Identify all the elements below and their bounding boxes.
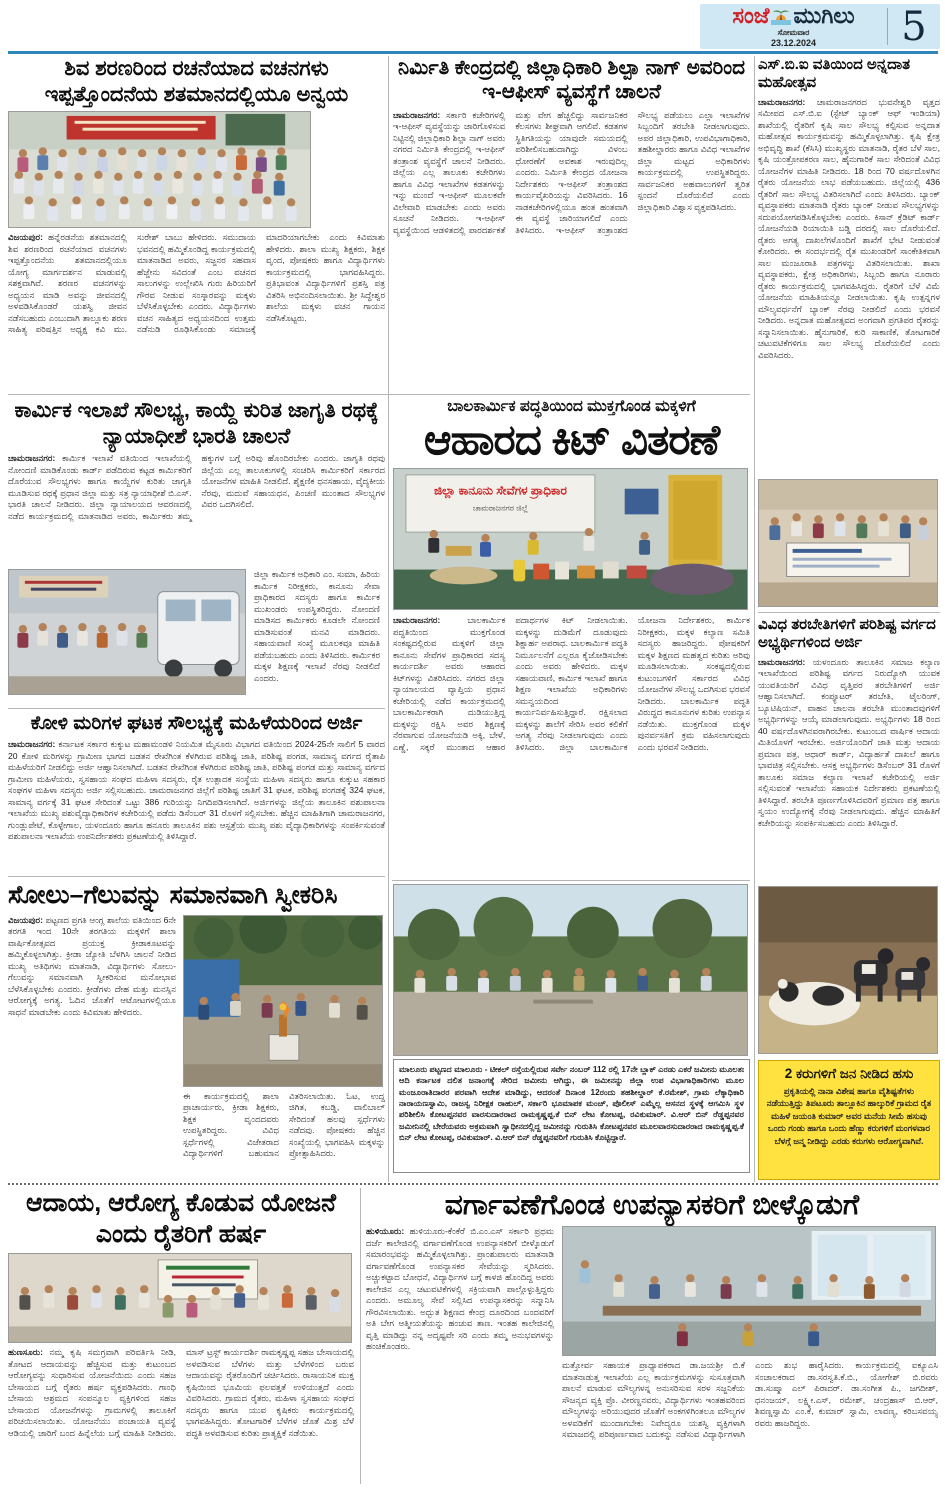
photo-farmers-group [8, 1253, 352, 1343]
page-number: 5 [901, 3, 927, 50]
article-vargavane-headline: ವರ್ಗಾವಣೆಗೊಂಡ ಉಪನ್ಯಾಸಕರಿಗೆ ಬೀಳ್ಕೊಡುಗೆ [444, 1189, 860, 1220]
article-solu [8, 880, 385, 1180]
article-solu-headline: ಸೋಲು–ಗೆಲುವನ್ನು ಸಮಾನವಾಗಿ ಸ್ವೀಕರಿಸಿ [8, 881, 338, 909]
article-koli [8, 712, 385, 874]
masthead-day: ಸೋಮವಾರ [777, 28, 810, 37]
article-sbi-headline: ಎಸ್.ಬಿ.ಐ ವತಿಯಿಂದ ಅನ್ನದಾತ ಮಹೋತ್ಸವ [758, 56, 911, 92]
article-vargavane-body: ಹುಳಿಯೂರು: ಹುಳಿಯೂರು-ಕೆಂಕೆರೆ ಬಿ.ಎಂ.ಎಸ್ ಸರ್ಕಾರಿ ಪ್ರಥಮ ದರ್ಜೆ ಕಾಲೇಜಿನಲ್ಲಿ ವರ್ಗಾವಣೆಗೊಂಡ ಉಪನ್ಯಾಸಕರಿಗೆ ಬೀಳ್ಕೊಡುಗೆ ಸಮಾರಂಭವನ್ನು ಹಮ್ಮಿಕೊಳ್ಳಲಾಗಿತ್ತು. ಪ್ರಾಂಶುಪಾಲರು ಮಾತನಾಡಿ ವರ್ಗಾವಣೆಗೊಂಡ ಉಪನ್ಯಾಸಕರ ಸೇವೆಯನ್ನು ಸ್ಮರಿಸಿದರು. ಅಚ್ಚುಕಟ್ಟಾದ ಬೋಧನೆ, ವಿದ್ಯಾರ್ಥಿಗಳ ಬಗ್ಗೆ ಕಾಳಜಿ ಹೊಂದಿದ್ದ ಅವರು ಕಾಲೇಜಿನ ಎಲ್ಲ ಚಟುವಟಿಕೆಗಳಲ್ಲಿ ಸಕ್ರಿಯವಾಗಿ ಪಾಲ್ಗೊಳ್ಳುತ್ತಿದ್ದರು ಎಂದರು. ಅಮೂಲ್ಯ ಸೇವೆ ಸಲ್ಲಿಸಿದ ಉಪನ್ಯಾಸಕರನ್ನು ಸನ್ಮಾನಿಸಿ ಗೌರವಿಸಲಾಯಿತು. ಅದ್ಭುತ ಶಿಕ್ಷಣದ ಕೇಂದ್ರ ದೂರದಿಂದ ಬಂದವರಿಗೆ ಅತಿ ಬೇಗ ಆತ್ಮೀಯತೆಯನ್ನು ಹಂಚುವ ತಾಣ. ಇಂತಹ ಕಾಲೇಜಿನಲ್ಲಿ ವೃತ್ತಿ ಮಾಡಿದ್ದು ನನ್ನ ಅದೃಷ್ಟವೇ ಸರಿ ಎಂದು ತಮ್ಮ ಅನುಭವಗಳನ್ನು ಹಂಚಿಕೊಂಡರು. [366, 1226, 554, 1352]
row-divider [392, 880, 750, 881]
masthead [700, 4, 940, 49]
article-vachana [8, 56, 385, 392]
column-divider [388, 56, 389, 1182]
photo-school-children-group [8, 111, 311, 228]
photo-sports-torch-lighting [183, 915, 383, 1087]
article-vargavane [366, 1188, 938, 1486]
malur-caption: ಮಾಲೂರು ಪಟ್ಟಣದ ಮಾಲೂರು - ಟೀಕಲ್ ರಸ್ತೆಯಲ್ಲಿರುವ ಸರ್ವೇ ನಂಬರ್ 112 ರಲ್ಲಿ 17ನೇ ಬ್ಲಾಕ್ ಎರಡು ಎಕರೆ ಜಮೀನು ಮೂಲತಃ ಆದಿ ಕರ್ನಾಟಕ ದಲಿತ ಜನಾಂಗಕ್ಕೆ ಸೇರಿದ ಜಮೀನು ಆಗಿದ್ದು, ಈ ಜಮೀನನ್ನು ಜಿಲ್ಲಾ ಉಪ ವಿಭಾಗಾಧಿಕಾರಿಗಳು ಮೂಲ ಮಂಜೂರಾತಿದಾರರ ಪರವಾಗಿ ಆದೇಶ ಮಾಡಿದ್ದು, ಆದರಂತೆ ದಿನಾಂಕ 12ರಂದು ತಹಶೀಲ್ದಾರ್ ಕೆ.ರಮೇಶ್, ಗ್ರಾಮ ಲೆಕ್ಕಾಧಿಕಾರಿ ನಾರಾಯಣಸ್ವಾಮಿ, ರಾಜಸ್ವ ನಿರೀಕ್ಷಕ ರಾಹುಲ್, ಸರ್ಕಾರಿ ಭೂಮಾಪಕ ಮಂಚ್, ಪೊಲೀಸ್ ಎಮ್ಮೆಲ್ಲ ಆಸನದ ಸ್ಥಳಕ್ಕೆ ಆಗಮಿಸಿ ಸ್ಥಳ ಪರಿಶೀಲಿಸಿ ಕೋಟಪ್ಪನವರ ವಾರಸುದಾರರಾದ ರಾಮಕೃಷ್ಣಪ್ಪ.ಕೆ ಬಿನ್ ಲೇಟ ಕೋಟಪ್ಪ, ರವಿಕುಮಾರ್. ವಿ.ಆರ್ ಬಿನ್ ರೆಡ್ಡಪ್ಪನವರ ಜಮೀನಿನಲ್ಲಿ ಬೇರೆಯವರು ಅಕ್ರಮವಾಗಿ ಸ್ವಾಧೀನದಲ್ಲಿದ್ದ ಜಮೀನನ್ನು ಗುರುತಿಸಿ ಕೋಟಪ್ಪನವರ ಮೂಲವಾರಸುದಾರರಾದ ರಾಮಕೃಷ್ಣಪ್ಪ.ಕೆ ಬಿನ್ ಲೇಟ ಕೋಟಪ್ಪ, ರವಿಕುಮಾರ್. ವಿ.ಆರ್ ಬಿನ್ ರೆಡ್ಡಪ್ಪನವರಿಗೆ ಗುರುತಿಸಿ ಕೊಟ್ಟಿದ್ದಾರೆ. [399, 1065, 744, 1142]
article-eoffice-body: ಚಾಮರಾಜನಗರ: ಸರ್ಕಾರಿ ಕಚೇರಿಗಳಲ್ಲಿ ಇ-ಆಫೀಸ್ ವ್ಯವಸ್ಥೆಯನ್ನು ಜಾರಿಗೊಳಿಸುವ ನಿಟ್ಟಿನಲ್ಲಿ ಜಿಲ್ಲಾಧಿಕಾರಿ ಶಿಲ್ಪಾ ನಾಗ್ ಅವರು ನಗರದ ನಿರ್ಮಿತಿ ಕೇಂದ್ರದಲ್ಲಿ ಇ-ಆಫೀಸ್ ತಂತ್ರಾಂಶ ವ್ಯವಸ್ಥೆಗೆ ಚಾಲನೆ ನೀಡಿದರು. ಜಿಲ್ಲೆಯ ಎಲ್ಲ ತಾಲೂಕು ಕಚೇರಿಗಳು ಹಾಗೂ ವಿವಿಧ ಇಲಾಖೆಗಳ ಕಡತಗಳನ್ನು ಇನ್ನು ಮುಂದೆ ಇ-ಆಫೀಸ್ ಮೂಲಕವೇ ವಿಲೇವಾರಿ ಮಾಡಬೇಕು ಎಂದು ಅವರು ಸೂಚನೆ ನೀಡಿದರು. ಇ-ಆಫೀಸ್ ವ್ಯವಸ್ಥೆಯಿಂದ ಆಡಳಿತದಲ್ಲಿ ಪಾರದರ್ಶಕತೆ ಮತ್ತು ವೇಗ ಹೆಚ್ಚಲಿದ್ದು ಸಾರ್ವಜನಿಕರ ಕೆಲಸಗಳು ಶೀಘ್ರವಾಗಿ ಆಗಲಿವೆ. ಕಡತಗಳ ಸ್ಥಿತಿಗತಿಯನ್ನು ಯಾವುದೇ ಸಮಯದಲ್ಲಿ ಪರಿಶೀಲಿಸಬಹುದಾಗಿದ್ದು ವಿಳಂಬ ಧೋರಣೆಗೆ ಅವಕಾಶ ಇರುವುದಿಲ್ಲ ಎಂದರು. ನಿರ್ಮಿತಿ ಕೇಂದ್ರದ ಯೋಜನಾ ನಿರ್ದೇಶಕರು ಇ-ಆಫೀಸ್ ತಂತ್ರಾಂಶದ ಕಾರ್ಯವೈಖರಿಯನ್ನು ವಿವರಿಸಿದರು. 16 ನಾಡಕಚೇರಿಗಳಲ್ಲಿಯೂ ಹಂತ ಹಂತವಾಗಿ ಈ ವ್ಯವಸ್ಥೆ ಜಾರಿಯಾಗಲಿದೆ ಎಂದು ತಿಳಿಸಿದರು. ಇ-ಆಫೀಸ್ ತಂತ್ರಾಂಶದ ಸೌಲಭ್ಯ ಪಡೆಯಲು ಎಲ್ಲಾ ಇಲಾಖೆಗಳ ಸಿಬ್ಬಂದಿಗೆ ತರಬೇತಿ ನೀಡಲಾಗುವುದು. ಅಪರ ಜಿಲ್ಲಾಧಿಕಾರಿ, ಉಪವಿಭಾಗಾಧಿಕಾರಿ, ತಹಶೀಲ್ದಾರರು ಹಾಗೂ ವಿವಿಧ ಇಲಾಖೆಗಳ ಜಿಲ್ಲಾ ಮಟ್ಟದ ಅಧಿಕಾರಿಗಳು ಕಾರ್ಯಕ್ರಮದಲ್ಲಿ ಉಪಸ್ಥಿತರಿದ್ದರು. ಸಾರ್ವಜನಿಕರ ಅಹವಾಲುಗಳಿಗೆ ತ್ವರಿತ ಸ್ಪಂದನೆ ದೊರೆಯಲಿದೆ ಎಂದು ಜಿಲ್ಲಾಧಿಕಾರಿ ವಿಶ್ವಾಸ ವ್ಯಕ್ತಪಡಿಸಿದರು. [393, 109, 750, 235]
row-divider [8, 876, 385, 877]
photo-awareness-van-flagoff [8, 569, 246, 695]
article-sbi-body: ಚಾಮರಾಜನಗರ: ಚಾಮರಾಜನಗರದ ಭುವನೇಶ್ವರಿ ವೃತ್ತದ ಸಮೀಪದ ಎಸ್.ಬಿ.ಐ (ಸ್ಟೇಟ್ ಬ್ಯಾಂಕ್ ಆಫ್ ಇಂಡಿಯಾ) ಶಾಖೆಯಲ್ಲಿ ರೈತರಿಗೆ ಕೃಷಿ ಸಾಲ ಸೌಲಭ್ಯ ಕಲ್ಪಿಸುವ ಅನ್ನದಾತ ಮಹೋತ್ಸವ ಕಾರ್ಯಕ್ರಮವನ್ನು ಹಮ್ಮಿಕೊಳ್ಳಲಾಗಿತ್ತು. ಕೃಷಿ ಕ್ಷೇತ್ರ ಅಭಿವೃದ್ಧಿ ಶಾಖೆ (ಕೆಸಿಸಿ) ಮುಖ್ಯಸ್ಥರು ಮಾತನಾಡಿ, ರೈತರ ಬೆಳೆ ಸಾಲ, ಕೃಷಿ ಯಂತ್ರೋಪಕರಣ ಸಾಲ, ಹೈನುಗಾರಿಕೆ ಸಾಲ ಸೇರಿದಂತೆ ವಿವಿಧ ಯೋಜನೆಗಳ ಮಾಹಿತಿ ನೀಡಿದರು. 18 ರಿಂದ 70 ವರ್ಷದೊಳಗಿನ ರೈತರು ಯೋಜನೆಯ ಲಾಭ ಪಡೆಯಬಹುದು. ಜಿಲ್ಲೆಯಲ್ಲಿ 436 ರೈತರಿಗೆ ಸಾಲ ಸೌಲಭ್ಯ ವಿತರಿಸಲಾಗಿದೆ ಎಂದು ತಿಳಿಸಿದರು. ಬ್ಯಾಂಕ್ ವ್ಯವಸ್ಥಾಪಕರು ಮಾತನಾಡಿ ರೈತರು ಬ್ಯಾಂಕ್ ನೀಡುವ ಸೌಲಭ್ಯಗಳನ್ನು ಸದುಪಯೋಗಪಡಿಸಿಕೊಳ್ಳಬೇಕು ಎಂದರು. ಕಿಸಾನ್ ಕ್ರೆಡಿಟ್ ಕಾರ್ಡ್ ಯೋಜನೆಯಡಿ ರಿಯಾಯಿತಿ ಬಡ್ಡಿ ದರದಲ್ಲಿ ಸಾಲ ದೊರೆಯಲಿದೆ. ರೈತರು ಅಗತ್ಯ ದಾಖಲೆಗಳೊಂದಿಗೆ ಶಾಖೆಗೆ ಭೇಟಿ ನೀಡುವಂತೆ ಕೋರಿದರು. ಈ ಸಂದರ್ಭದಲ್ಲಿ ರೈತ ಮುಖಂಡರಿಗೆ ಸಾಂಕೇತಿಕವಾಗಿ ಸಾಲ ಮಂಜೂರಾತಿ ಪತ್ರಗಳನ್ನು ವಿತರಿಸಲಾಯಿತು. ಶಾಖಾ ವ್ಯವಸ್ಥಾಪಕರು, ಕ್ಷೇತ್ರ ಅಧಿಕಾರಿಗಳು, ಸಿಬ್ಬಂದಿ ಹಾಗೂ ನೂರಾರು ರೈತರು ಕಾರ್ಯಕ್ರಮದಲ್ಲಿ ಭಾಗವಹಿಸಿದ್ದರು. ರೈತರಿಗೆ ಬೆಳೆ ವಿಮೆ ಯೋಜನೆಯ ಮಾಹಿತಿಯನ್ನೂ ನೀಡಲಾಯಿತು. ಕೃಷಿ ಉತ್ಪನ್ನಗಳ ಮೌಲ್ಯವರ್ಧನೆಗೆ ಬ್ಯಾಂಕ್ ನೆರವು ನೀಡಲಿದೆ ಎಂದು ಭರವಸೆ ನೀಡಿದರು. ಅನ್ನದಾತ ಮಹೋತ್ಸವದ ಅಂಗವಾಗಿ ಪ್ರಗತಿಪರ ರೈತರನ್ನು ಸನ್ಮಾನಿಸಲಾಯಿತು. ಹೈನುಗಾರಿಕೆ, ಕುರಿ ಸಾಕಾಣಿಕೆ, ತೋಟಗಾರಿಕೆ ಚಟುವಟಿಕೆಗಳಿಗೂ ಸಾಲ ಸೌಲಭ್ಯ ದೊರೆಯಲಿದೆ ಎಂದು ವಿವರಿಸಿದರು. [758, 96, 940, 360]
article-koli-body: ಚಾಮರಾಜನಗರ: ಕರ್ನಾಟಕ ಸರ್ಕಾರ ಕುಕ್ಕುಟ ಮಹಾಮಂಡಳಿ ನಿಯಮಿತ ಮೈಸೂರು ವಿಭಾಗದ ವತಿಯಿಂದ 2024-25ನೇ ಸಾಲಿಗೆ 5 ವಾರದ 20 ಕೋಳಿ ಮರಿಗಳನ್ನು ಗ್ರಾಮೀಣ ಭಾಗದ ಬಡತನ ರೇಖೆಗಿಂತ ಕೆಳಗಿರುವ ಪರಿಶಿಷ್ಟ ಜಾತಿ, ಪರಿಶಿಷ್ಟ ಪಂಗಡ, ಸಾಮಾನ್ಯ ವರ್ಗದ ರೈತಾಪಿ ಮಹಿಳೆಯರಿಗೆ ನೀಡಲಿದ್ದು ಅರ್ಜಿ ಆಹ್ವಾನಿಸಲಾಗಿದೆ. ಬಡತನ ರೇಖೆಗಿಂತ ಕೆಳಗಿರುವ ಪರಿಶಿಷ್ಟ ಜಾತಿ, ಪರಿಶಿಷ್ಟ ಪಂಗಡ ಮತ್ತು ಸಾಮಾನ್ಯ ವರ್ಗದ ಗ್ರಾಮೀಣ ಮಹಿಳೆಯರು, ಸ್ವಸಹಾಯ ಸಂಘದ ಮಹಿಳಾ ಸದಸ್ಯರು, ರೈತ ಉತ್ಪಾದಕ ಸಂಸ್ಥೆಯ ಮಹಿಳಾ ಸದಸ್ಯರು ಹಾಗೂ ಕುಕ್ಕುಟ ಸಹಕಾರ ಸಂಘಗಳ ಮಹಿಳಾ ಸದಸ್ಯರು ಅರ್ಜಿ ಸಲ್ಲಿಸಬಹುದು. ಚಾಮರಾಜನಗರ ಜಿಲ್ಲೆಗೆ ಪರಿಶಿಷ್ಟ ಜಾತಿಗೆ 31 ಘಟಕ, ಪರಿಶಿಷ್ಟ ಪಂಗಡಕ್ಕೆ 324 ಘಟಕ, ಸಾಮಾನ್ಯ ವರ್ಗಕ್ಕೆ 31 ಘಟಕ ಸೇರಿದಂತೆ ಒಟ್ಟು 386 ಗುರಿಯನ್ನು ನಿಗದಿಪಡಿಸಲಾಗಿದೆ. ಅರ್ಜಿಗಳನ್ನು ಜಿಲ್ಲೆಯ ತಾಲೂಕಿನ ಪಶುಪಾಲನಾ ಇಲಾಖೆಯ ಮುಖ್ಯ ಪಶುವೈದ್ಯಾಧಿಕಾರಿಗಳ ಕಚೇರಿಯಲ್ಲಿ ಪಡೆದು ಡಿಸೆಂಬರ್ 31 ರೊಳಗೆ ಸಲ್ಲಿಸಬೇಕು. ಹೆಚ್ಚಿನ ಮಾಹಿತಿಗಾಗಿ ಚಾಮರಾಜನಗರ, ಗುಂಡ್ಲುಪೇಟೆ, ಕೊಳ್ಳೇಗಾಲ, ಯಳಂದೂರು ಹಾಗೂ ಹನೂರು ತಾಲೂಕಿನ ಪಶು ಆಸ್ಪತ್ರೆಯ ಮುಖ್ಯ ಪಶು ವೈದ್ಯಾಧಿಕಾರಿಗಳನ್ನು ಸಂಪರ್ಕಿಸುವಂತೆ ಪಶುಪಾಲನಾ ಇಲಾಖೆಯ ಉಪನಿರ್ದೇಶಕರು ಪ್ರಕಟಣೆಯಲ್ಲಿ ತಿಳಿಸಿದ್ದಾರೆ. [8, 739, 385, 842]
calves-highlight-box [758, 1060, 940, 1180]
photo-college-farewell [562, 1226, 936, 1356]
article-trainings-headline: ವಿವಿಧ ತರಬೇತಿಗಳಿಗೆ ಪರಿಶಿಷ್ಟ ವರ್ಗದ ಅಭ್ಯರ್ಥಿಗಳಿಂದ ಅರ್ಜಿ [758, 616, 936, 652]
article-sbi [758, 56, 940, 612]
article-trainings-body: ಚಾಮರಾಜನಗರ: ಯಳಂದೂರು ತಾಲೂಕಿನ ಸಮಾಜ ಕಲ್ಯಾಣ ಇಲಾಖೆಯಿಂದ ಪರಿಶಿಷ್ಟ ವರ್ಗದ ನಿರುದ್ಯೋಗಿ ಯುವಕ ಯುವತಿಯರಿಗೆ ವಿವಿಧ ವೃತ್ತಿಪರ ತರಬೇತಿಗಳಿಗೆ ಅರ್ಜಿ ಆಹ್ವಾನಿಸಲಾಗಿದೆ. ಕಂಪ್ಯೂಟರ್ ತರಬೇತಿ, ಟೈಲರಿಂಗ್, ಬ್ಯೂಟಿಷಿಯನ್, ವಾಹನ ಚಾಲನಾ ತರಬೇತಿ ಮುಂತಾದವುಗಳಿಗೆ ಅಭ್ಯರ್ಥಿಗಳನ್ನು ಆಯ್ಕೆ ಮಾಡಲಾಗುವುದು. ಅಭ್ಯರ್ಥಿಗಳು 18 ರಿಂದ 40 ವರ್ಷದೊಳಗಿನವರಾಗಿರಬೇಕು. ಕುಟುಂಬದ ವಾರ್ಷಿಕ ಆದಾಯ ಮಿತಿಯೊಳಗೆ ಇರಬೇಕು. ಅರ್ಜಿಯೊಂದಿಗೆ ಜಾತಿ ಮತ್ತು ಆದಾಯ ಪ್ರಮಾಣ ಪತ್ರ, ಆಧಾರ್ ಕಾರ್ಡ್, ವಿದ್ಯಾರ್ಹತೆ ದಾಖಲೆ ಹಾಗೂ ಭಾವಚಿತ್ರ ಸಲ್ಲಿಸಬೇಕು. ಆಸಕ್ತ ಅಭ್ಯರ್ಥಿಗಳು ಡಿಸೆಂಬರ್ 31 ರೊಳಗೆ ತಾಲೂಕು ಸಮಾಜ ಕಲ್ಯಾಣ ಇಲಾಖೆ ಕಚೇರಿಯಲ್ಲಿ ಅರ್ಜಿ ಸಲ್ಲಿಸುವಂತೆ ಇಲಾಖೆಯ ಸಹಾಯಕ ನಿರ್ದೇಶಕರು ಪ್ರಕಟಣೆಯಲ್ಲಿ ತಿಳಿಸಿದ್ದಾರೆ. ತರಬೇತಿ ಪೂರ್ಣಗೊಳಿಸಿದವರಿಗೆ ಪ್ರಮಾಣ ಪತ್ರ ಹಾಗೂ ಸ್ವಯಂ ಉದ್ಯೋಗಕ್ಕೆ ನೆರವು ನೀಡಲಾಗುವುದು. ಹೆಚ್ಚಿನ ಮಾಹಿತಿಗೆ ಕಚೇರಿಯನ್ನು ಸಂಪರ್ಕಿಸಬಹುದು ಎಂದು ತಿಳಿಸಿದ್ದಾರೆ. [758, 656, 940, 828]
article-trainings [758, 616, 940, 882]
column-divider [360, 1188, 361, 1484]
article-ratha-headline: ಕಾರ್ಮಿಕ ಇಲಾಖೆ ಸೌಲಭ್ಯ, ಕಾಯ್ದೆ ಕುರಿತ ಜಾಗೃತಿ ರಥಕ್ಕೆ ನ್ಯಾಯಾಧೀಶೆ ಭಾರತಿ ಚಾಲನೆ [14, 399, 379, 448]
article-adaya-body: ಹುಣಸೂರು: ನಮ್ಮ ಕೃಷಿ ಸಮಗ್ರವಾಗಿ ಪರಿವರ್ತಿಸಿ ನೀಡಿ, ತೋಟದ ಆದಾಯವನ್ನು ಹೆಚ್ಚಿಸುವ ಮತ್ತು ಕುಟುಂಬದ ಆರೋಗ್ಯವನ್ನು ಸುಧಾರಿಸುವ ಯೋಜನೆಯಿದು ಎಂದು ಸಹಜ ಬೇಸಾಯದ ಬಗ್ಗೆ ರೈತರು ಹರ್ಷ ವ್ಯಕ್ತಪಡಿಸಿದರು. ಗಾಂಧಿ ಬೇಸಾಯ ಆಶ್ರಮದ ಸಂಪನ್ಮೂಲ ವ್ಯಕ್ತಿಗಳಿಂದ ಸಹಜ ಬೇಸಾಯದ ಯೋಜನೆಗಳನ್ನು ಗ್ರಾಮಗಳಲ್ಲಿ ತಾಲೂಕಿಗೆ ಪರಿಚಯಿಸಲಾಯಿತು. ಯೋಜನೆಯು ಪಂಚಾಯತಿ ವ್ಯವಸ್ಥೆ ಆಡಿಯಲ್ಲಿ ಜಾರಿಗೆ ಬಂದ ಹಿನ್ನೆಲೆಯ ಬಗ್ಗೆ ಮಾಹಿತಿ ನೀಡಿದರು. ಮಾಸ್ ಟ್ರಸ್ಟ್ ಕಾರ್ಯದರ್ಶಿ ರಾಮಕೃಷ್ಣಪ್ಪ ಸಹಜ ಬೇಸಾಯದಲ್ಲಿ ಅಳವಡಿಸುವ ಬೆಳೆಗಳು ಮತ್ತು ಬೆಳೆಗಳಿಂದ ಬರುವ ಆದಾಯವನ್ನು ರೈತರೊಂದಿಗೆ ಚರ್ಚಿಸಿದರು. ರಾಸಾಯನಿಕ ಮುಕ್ತ ಕೃಷಿಯಿಂದ ಭೂಮಿಯ ಫಲವತ್ತತೆ ಉಳಿಯುತ್ತದೆ ಎಂದು ವಿವರಿಸಿದರು. ಗ್ರಾಮದ ರೈತರು, ಮಹಿಳಾ ಸ್ವಸಹಾಯ ಸಂಘದ ಸದಸ್ಯರು ಹಾಗೂ ಯುವ ಕೃಷಿಕರು ಕಾರ್ಯಕ್ರಮದಲ್ಲಿ ಭಾಗವಹಿಸಿದ್ದರು. ತೋಟಗಾರಿಕೆ ಬೆಳೆಗಳ ಜೊತೆ ಮಿಶ್ರ ಬೆಳೆ ಪದ್ಧತಿ ಅಳವಡಿಸುವ ಕುರಿತು ಪ್ರಾತ್ಯಕ್ಷಿಕೆ ನಡೆಯಿತು. [8, 1347, 354, 1438]
masthead-title-block [700, 4, 887, 49]
article-foodkit-headline: ಆಹಾರದ ಕಿಟ್ ವಿತರಣೆ [423, 416, 720, 463]
photo-cow-and-calves [758, 886, 938, 1054]
article-ratha-body2: ಜಿಲ್ಲಾ ಕಾರ್ಮಿಕ ಅಧಿಕಾರಿ ಎಂ. ಸುಮಾ, ಹಿರಿಯ ಕಾರ್ಮಿಕ ನಿರೀಕ್ಷಕರು, ಕಾನೂನು ಸೇವಾ ಪ್ರಾಧಿಕಾರದ ಸದಸ್ಯರು ಹಾಗೂ ಕಾರ್ಮಿಕ ಮುಖಂಡರು ಉಪಸ್ಥಿತರಿದ್ದರು. ನೋಂದಣಿ ಮಾಡಿಸದ ಕಾರ್ಮಿಕರು ಕೂಡಲೇ ನೋಂದಣಿ ಮಾಡಿಸುವಂತೆ ಮನವಿ ಮಾಡಿದರು. ಸಹಾಯವಾಣಿ ಸಂಖ್ಯೆ ಮೂಲಕವೂ ಮಾಹಿತಿ ಪಡೆಯಬಹುದು ಎಂದು ತಿಳಿಸಿದರು. ಕಾರ್ಮಿಕರ ಮಕ್ಕಳ ಶಿಕ್ಷಣಕ್ಕೆ ಇಲಾಖೆ ನೆರವು ನೀಡಲಿದೆ ಎಂದರು. [254, 569, 380, 683]
calves-title: 2 ಕರುಗಳಿಗೆ ಜನ ನೀಡಿದ ಹಸು [784, 1066, 914, 1081]
header-rule [8, 51, 938, 54]
dotted-separator [8, 1183, 938, 1185]
article-adaya [8, 1188, 354, 1486]
article-foodkit-body: ಚಾಮರಾಜನಗರ: ಬಾಲಕಾರ್ಮಿಕ ಪದ್ಧತಿಯಿಂದ ಮುಕ್ತಗೊಂಡ ಸಂಕಷ್ಟದಲ್ಲಿರುವ ಮಕ್ಕಳಿಗೆ ಜಿಲ್ಲಾ ಕಾನೂನು ಸೇವೆಗಳ ಪ್ರಾಧಿಕಾರದ ಸದಸ್ಯ ಕಾರ್ಯದರ್ಶಿ ಅವರು ಆಹಾರದ ಕಿಟ್‌ಗಳನ್ನು ವಿತರಿಸಿದರು. ನಗರದ ಜಿಲ್ಲಾ ನ್ಯಾಯಾಲಯದ ವ್ಯಾಪ್ತಿಯ ಪ್ರಧಾನ ಕಚೇರಿಯಲ್ಲಿ ನಡೆದ ಕಾರ್ಯಕ್ರಮದಲ್ಲಿ ಬಾಲಕಾರ್ಮಿಕರಾಗಿ ದುಡಿಯುತ್ತಿದ್ದ ಮಕ್ಕಳನ್ನು ರಕ್ಷಿಸಿ ಅವರ ಶಿಕ್ಷಣಕ್ಕೆ ನೆರವಾಗುವ ಯೋಜನೆಯಡಿ ಅಕ್ಕಿ, ಬೇಳೆ, ಎಣ್ಣೆ, ಸಕ್ಕರೆ ಮುಂತಾದ ಆಹಾರ ಪದಾರ್ಥಗಳ ಕಿಟ್ ನೀಡಲಾಯಿತು. ಮಕ್ಕಳನ್ನು ದುಡಿಮೆಗೆ ದೂಡುವುದು ಶಿಕ್ಷಾರ್ಹ ಅಪರಾಧ. ಬಾಲಕಾರ್ಮಿಕ ಪದ್ಧತಿ ನಿರ್ಮೂಲನೆಗೆ ಎಲ್ಲರೂ ಕೈಜೋಡಿಸಬೇಕು ಎಂದು ಅವರು ಹೇಳಿದರು. ಮಕ್ಕಳ ಸಹಾಯವಾಣಿ, ಕಾರ್ಮಿಕ ಇಲಾಖೆ ಹಾಗೂ ಶಿಕ್ಷಣ ಇಲಾಖೆಯ ಅಧಿಕಾರಿಗಳು ಸಮನ್ವಯದಿಂದ ಕಾರ್ಯನಿರ್ವಹಿಸುತ್ತಿದ್ದಾರೆ. ರಕ್ಷಿಸಲಾದ ಮಕ್ಕಳನ್ನು ಶಾಲೆಗೆ ಸೇರಿಸಿ ಅವರ ಕಲಿಕೆಗೆ ಅಗತ್ಯ ನೆರವು ನೀಡಲಾಗುವುದು ಎಂದು ತಿಳಿಸಿದರು. ಜಿಲ್ಲಾ ಬಾಲಕಾರ್ಮಿಕ ಯೋಜನಾ ನಿರ್ದೇಶಕರು, ಕಾರ್ಮಿಕ ನಿರೀಕ್ಷಕರು, ಮಕ್ಕಳ ಕಲ್ಯಾಣ ಸಮಿತಿ ಸದಸ್ಯರು ಹಾಜರಿದ್ದರು. ಪೋಷಕರಿಗೆ ಮಕ್ಕಳ ಶಿಕ್ಷಣದ ಮಹತ್ವದ ಕುರಿತು ಅರಿವು ಮೂಡಿಸಲಾಯಿತು. ಸಂಕಷ್ಟದಲ್ಲಿರುವ ಕುಟುಂಬಗಳಿಗೆ ಸರ್ಕಾರದ ವಿವಿಧ ಯೋಜನೆಗಳ ಸೌಲಭ್ಯ ಒದಗಿಸುವ ಭರವಸೆ ನೀಡಿದರು. ಬಾಲಕಾರ್ಮಿಕ ಪದ್ಧತಿ ವಿರುದ್ಧದ ಕಾನೂನುಗಳ ಕುರಿತು ಉಪನ್ಯಾಸ ನಡೆಯಿತು. ಮುಕ್ತಗೊಂಡ ಮಕ್ಕಳ ಪುನರ್ವಸತಿಗೆ ಕ್ರಮ ವಹಿಸಲಾಗುವುದು ಎಂದು ಭರವಸೆ ನೀಡಿದರು. [393, 615, 750, 752]
article-vachana-headline: ಶಿವ ಶರಣರಿಂದ ರಚನೆಯಾದ ವಚನಗಳು ಇಪ್ಪತ್ತೊಂದನೆಯ ಶತಮಾನದಲ್ಲಿಯೂ ಅನ್ವಯ [44, 57, 349, 106]
masthead-title-dark: ಮುಗಿಲು [793, 3, 855, 28]
article-adaya-headline: ಆದಾಯ, ಆರೋಗ್ಯ ಕೊಡುವ ಯೋಜನೆ ಎಂದು ರೈತರಿಗೆ ಹರ್ಷ [26, 1189, 336, 1248]
banner-subtext: ಚಾಮರಾಜನಗರ ಜಿಲ್ಲೆ [472, 503, 528, 513]
article-vargavane-body2: ಮತ್ತೋರ್ವ ಸಹಾಯಕ ಪ್ರಾಧ್ಯಾಪಕರಾದ ಡಾ.ಜಯಶ್ರೀ ಬಿ.ಕೆ ಮಾತನಾಡುತ್ತ ಇಲಾಖೆಯ ಎಲ್ಲ ಕಾರ್ಯಕ್ರಮಗಳನ್ನು ಸುಸೂತ್ರವಾಗಿ ಪಾಲನೆ ಮಾಡುವ ಮೌಲ್ಯಗಳನ್ನ ಅನುಸರಿಸುವ ಸರಳ ಸಜ್ಜನಿಕೆಯ ಸೌಜನ್ಯದ ವ್ಯಕ್ತಿ ಪ್ರೊ. ವೀರಣ್ಣನವರು, ವಿದ್ಯಾರ್ಥಿಗಳು ಇಂತಹವರಿಂದ ಮೌಲ್ಯಗಳನ್ನು ಅರಿಯುವುದರ ಜೊತೆಗೆ ಅಂಕಗಳಿಗಿಂತಲೂ ಮೌಲ್ಯಗಳ ಅಳವಡಿಕೆಗೆ ಮುಂದಾಗಬೇಕು ನಿವೇದ್ಯರೂ ಯಶಸ್ವಿ ವ್ಯಕ್ತಿಗಳಾಗಿ ಸಮಾಜದಲ್ಲಿ ಪರಿಪೂರ್ಣವಾದ ಬದುಕನ್ನು ನಡೆಸುವ ವಿದ್ಯಾರ್ಥಿಗಳಾಗಿ ಎಂದು ಶುಭ ಹಾರೈಸಿದರು. ಕಾರ್ಯಕ್ರಮದಲ್ಲಿ ಐಕ್ಯೂಎಸಿ ಸಂಚಾಲಕರಾದ ಡಾ.ಸರಸ್ವತಿ.ಕೆ.ಬಿ., ಯೋಗೇಶ್ ಬಿ.ರವರು ಡಾ.ಸುಷ್ಮಾ ಎಲ್ ಪಿರಾದರ್. ಡಾ.ಸಂಗೀತ ಪಿ., ಜಗದೀಶ್, ಧನಂಜಯ್, ಲಕ್ಷ್ಮೀ.ಎಸ್, ರಮೇಶ್, ಚಂದ್ರಹಾಸ್ ಬಿ.ಆರ್, ಶಿವಣ್ಣಸ್ವಾಮಿ ಎಂ.ಕೆ, ಕುಮಾರ್ ಸ್ವಾಮಿ, ಲಾವಣ್ಯ, ಕರಿಬಸವಯ್ಯ ರವರು ಹಾಜರಿದ್ದರು. [562, 1360, 938, 1440]
article-koli-headline: ಕೋಳಿ ಮರಿಗಳ ಘಟಕ ಸೌಲಭ್ಯಕ್ಕೆ ಮಹಿಳೆಯರಿಂದ ಅರ್ಜಿ [30, 713, 363, 734]
article-eoffice [393, 56, 750, 392]
calves-body: ಪ್ರಕೃತಿಯಲ್ಲಿ ನಾನಾ ವಿಶೇಷ ಹಾಗೂ ವೈಶಿಷ್ಟತೆಗಳು ನಡೆಯುತ್ತಿದ್ದು ತಿಪಟೂರು ತಾಲ್ಲೂಕಿನ ಹಾಲ್ಕುರಿಕೆ ಗ್ರಾಮದ ರೈತ ಮಹಿಳೆ ಜಯಂತಿ ಕುಮಾರ್ ಅವರ ಮನೆಯ ಸೀಮೆ ಹಸುವು ಒಂದು ಗಂಡು ಹಾಗೂ ಒಂದು ಹೆಣ್ಣು ಕರುಗಳಿಗೆ ಮಂಗಳವಾರ ಬೆಳಗ್ಗೆ ಜನ್ಮ ನೀಡಿದ್ದು ಎರಡು ಕರುಗಳು ಆರೋಗ್ಯವಾಗಿವೆ. [766, 1086, 932, 1146]
photo-malur-land-inspection [393, 884, 748, 1056]
column-divider [754, 56, 755, 1182]
story-calves [758, 886, 940, 1182]
palm-sunset-logo-icon [771, 7, 791, 25]
article-eoffice-headline: ನಿರ್ಮಿತಿ ಕೇಂದ್ರದಲ್ಲಿ ಜಿಲ್ಲಾಧಿಕಾರಿ ಶಿಲ್ಪಾ ನಾಗ್ ಅವರಿಂದ ಇ-ಆಫೀಸ್ ವ್ಯವಸ್ಥೆಗೆ ಚಾಲನೆ [398, 57, 745, 104]
article-foodkit-kicker: ಬಾಲಕಾರ್ಮಿಕ ಪದ್ಧತಿಯಿಂದ ಮುಕ್ತಗೊಂಡ ಮಕ್ಕಳಿಗೆ [447, 398, 696, 415]
malur-caption-box [393, 1059, 750, 1173]
masthead-title-red: ಸಂಜೆ [732, 3, 770, 28]
article-vachana-body: ವಿಜಯಪುರ: ಹನ್ನೆರಡನೆಯ ಶತಮಾನದಲ್ಲಿ ಶಿವ ಶರಣರಿಂದ ರಚನೆಯಾದ ವಚನಗಳು ಇಪ್ಪತ್ತೊಂದನೆಯ ಶತಮಾನದಲ್ಲಿಯೂ ಯೋಗ್ಯ ಮಾರ್ಗದರ್ಶನ ಮಾಡುವಲ್ಲಿ ಸಶಕ್ತವಾಗಿವೆ. ಶರಣರ ವಚನಗಳನ್ನು ಅಧ್ಯಯನ ಮಾಡಿ ಅವನ್ನು ಜೀವನದಲ್ಲಿ ಅಳವಡಿಸಿಕೊಂಡರೆ ಯಶಸ್ವಿ ಜೀವನ ನಡೆಸಬಹುದು ಎಂಬುದಾಗಿ ತಾಲ್ಲೂಕು ಶರಣ ಸಾಹಿತ್ಯ ಪರಿಷತ್ತಿನ ಅಧ್ಯಕ್ಷ ಕವಿ ಮು. ಸುರೇಶ್ ಬಾಬು ಹೇಳಿದರು. ಸಮುದಾಯ ಭವನದಲ್ಲಿ ಹಮ್ಮಿಕೊಂಡಿದ್ದ ಕಾರ್ಯಕ್ರಮದಲ್ಲಿ ಮಾತನಾಡಿದ ಅವರು, ಸಜ್ಜನರ ಸಹವಾಸ ಹೆಜ್ಜೇನು ಸವಿದಂತೆ ಎಂಬ ವಚನದ ಸಾಲುಗಳನ್ನು ಉಲ್ಲೇಖಿಸಿ ಗುರು ಹಿರಿಯರಿಗೆ ಗೌರವ ನೀಡುವ ಸಂಸ್ಕಾರವನ್ನು ಮಕ್ಕಳು ಬೆಳೆಸಿಕೊಳ್ಳಬೇಕು ಎಂದರು. ವಿದ್ಯಾರ್ಥಿಗಳು ವಚನ ಸಾಹಿತ್ಯದ ಅಧ್ಯಯನದಿಂದ ಉತ್ತಮ ನಡೆನುಡಿ ರೂಢಿಸಿಕೊಂಡು ಸಮಾಜಕ್ಕೆ ಮಾದರಿಯಾಗಬೇಕು ಎಂದು ಕಿವಿಮಾತು ಹೇಳಿದರು. ಶಾಲಾ ಮುಖ್ಯ ಶಿಕ್ಷಕರು, ಶಿಕ್ಷಕ ವೃಂದ, ಪೋಷಕರು ಹಾಗೂ ವಿದ್ಯಾರ್ಥಿಗಳು ಕಾರ್ಯಕ್ರಮದಲ್ಲಿ ಭಾಗವಹಿಸಿದ್ದರು. ಪ್ರತಿಭಾವಂತ ವಿದ್ಯಾರ್ಥಿಗಳಿಗೆ ಪ್ರಶಸ್ತಿ ಪತ್ರ ವಿತರಿಸಿ ಅಭಿನಂದಿಸಲಾಯಿತು. ಶ್ರೀ ಸಿದ್ಧೇಶ್ವರ ಶಾಲೆಯ ಮಕ್ಕಳು ವಚನ ಗಾಯನ ನಡೆಸಿಕೊಟ್ಟರು. [8, 232, 385, 335]
masthead-date: 23.12.2024 [770, 38, 817, 48]
banner-text: ಜಿಲ್ಲಾ ಕಾನೂನು ಸೇವೆಗಳ ಪ್ರಾಧಿಕಾರ [433, 483, 567, 498]
article-solu-body2: ಈ ಕಾರ್ಯಕ್ರಮದಲ್ಲಿ ಶಾಲಾ ಪ್ರಾಚಾರ್ಯರು, ಕ್ರೀಡಾ ಶಿಕ್ಷಕರು, ಶಿಕ್ಷಕ ವೃಂದದವರು ಉಪಸ್ಥಿತರಿದ್ದರು. ವಿವಿಧ ಸ್ಪರ್ಧೆಗಳಲ್ಲಿ ವಿಜೇತರಾದ ವಿದ್ಯಾರ್ಥಿಗಳಿಗೆ ಬಹುಮಾನ ವಿತರಿಸಲಾಯಿತು. ಓಟ, ಉದ್ದ ಜಿಗಿತ, ಕಬಡ್ಡಿ, ವಾಲಿಬಾಲ್ ಸೇರಿದಂತೆ ಹಲವು ಸ್ಪರ್ಧೆಗಳು ನಡೆದವು. ಪೋಷಕರು ಹೆಚ್ಚಿನ ಸಂಖ್ಯೆಯಲ್ಲಿ ಭಾಗವಹಿಸಿ ಮಕ್ಕಳನ್ನು ಪ್ರೋತ್ಸಾಹಿಸಿದರು. [183, 1090, 385, 1159]
row-divider [758, 612, 940, 613]
photo-food-kit-distribution [393, 468, 748, 610]
row-divider [8, 394, 750, 395]
article-foodkit [393, 398, 750, 878]
article-ratha-body: ಚಾಮರಾಜನಗರ: ಕಾರ್ಮಿಕ ಇಲಾಖೆ ವತಿಯಿಂದ ಇಲಾಖೆಯಲ್ಲಿ ನೋಂದಣಿ ಮಾಡಿಕೊಂಡು ಕಾರ್ಡ್ ಪಡೆದಿರುವ ಕಟ್ಟಡ ಕಾರ್ಮಿಕರಿಗೆ ದೊರೆಯುವ ಸೌಲಭ್ಯಗಳು ಹಾಗೂ ಕಾಯ್ದೆಗಳ ಕುರಿತು ಜಾಗೃತಿ ಮೂಡಿಸುವ ರಥಕ್ಕೆ ಪ್ರಧಾನ ಜಿಲ್ಲಾ ಮತ್ತು ಸತ್ರ ನ್ಯಾಯಾಧೀಶೆ ಬಿ.ಎಸ್. ಭಾರತಿ ಚಾಲನೆ ನೀಡಿದರು. ಜಿಲ್ಲಾ ನ್ಯಾಯಾಲಯದ ಆವರಣದಲ್ಲಿ ನಡೆದ ಕಾರ್ಯಕ್ರಮದಲ್ಲಿ ಮಾತನಾಡಿದ ಅವರು, ಕಾರ್ಮಿಕರು ತಮ್ಮ ಹಕ್ಕುಗಳ ಬಗ್ಗೆ ಅರಿವು ಹೊಂದಿರಬೇಕು ಎಂದರು. ಜಾಗೃತಿ ರಥವು ಜಿಲ್ಲೆಯ ಎಲ್ಲ ತಾಲೂಕುಗಳಲ್ಲಿ ಸಂಚರಿಸಿ ಕಾರ್ಮಿಕರಿಗೆ ಸರ್ಕಾರದ ಯೋಜನೆಗಳ ಮಾಹಿತಿ ನೀಡಲಿದೆ. ಶೈಕ್ಷಣಿಕ ಧನಸಹಾಯ, ವೈದ್ಯಕೀಯ ನೆರವು, ಮದುವೆ ಸಹಾಯಧನ, ಪಿಂಚಣಿ ಮುಂತಾದ ಸೌಲಭ್ಯಗಳ ವಿವರ ಒದಗಿಸಲಿದೆ. [8, 453, 385, 521]
row-divider [8, 708, 385, 709]
photo-sbi-cheque-presentation [758, 479, 938, 607]
article-solu-body: ವಿಜಯಪುರ: ಪಟ್ಟಣದ ಪ್ರಗತಿ ಆಂಗ್ಲ ಶಾಲೆಯ ವತಿಯಿಂದ 6ನೇ ತರಗತಿ ಇಂದ 10ನೇ ತರಗತಿಯ ಮಕ್ಕಳಿಗೆ ಶಾಲಾ ವಾರ್ಷಿಕೋತ್ಸವದ ಪ್ರಯುಕ್ತ ಕ್ರೀಡಾಕೂಟವನ್ನು ಹಮ್ಮಿಕೊಳ್ಳಲಾಗಿತ್ತು. ಕ್ರೀಡಾ ಜ್ಯೋತಿ ಬೆಳಗಿಸಿ ಚಾಲನೆ ನೀಡಿದ ಮುಖ್ಯ ಅತಿಥಿಗಳು ಮಾತನಾಡಿ, ವಿದ್ಯಾರ್ಥಿಗಳು ಸೋಲು-ಗೆಲುವನ್ನು ಸಮಾನವಾಗಿ ಸ್ವೀಕರಿಸುವ ಮನೋಭಾವ ಬೆಳೆಸಿಕೊಳ್ಳಬೇಕು ಎಂದರು. ಕ್ರೀಡೆಗಳು ದೇಹ ಮತ್ತು ಮನಸ್ಸಿನ ಆರೋಗ್ಯಕ್ಕೆ ಅಗತ್ಯ. ಓದಿನ ಜೊತೆಗೆ ಆಟೋಟಗಳಲ್ಲಿಯೂ ಸಾಧನೆ ಮಾಡಬೇಕು ಎಂದು ಕಿವಿಮಾತು ಹೇಳಿದರು. [8, 914, 176, 1017]
article-ratha [8, 398, 385, 706]
photo-story-malur-land [393, 884, 750, 1180]
